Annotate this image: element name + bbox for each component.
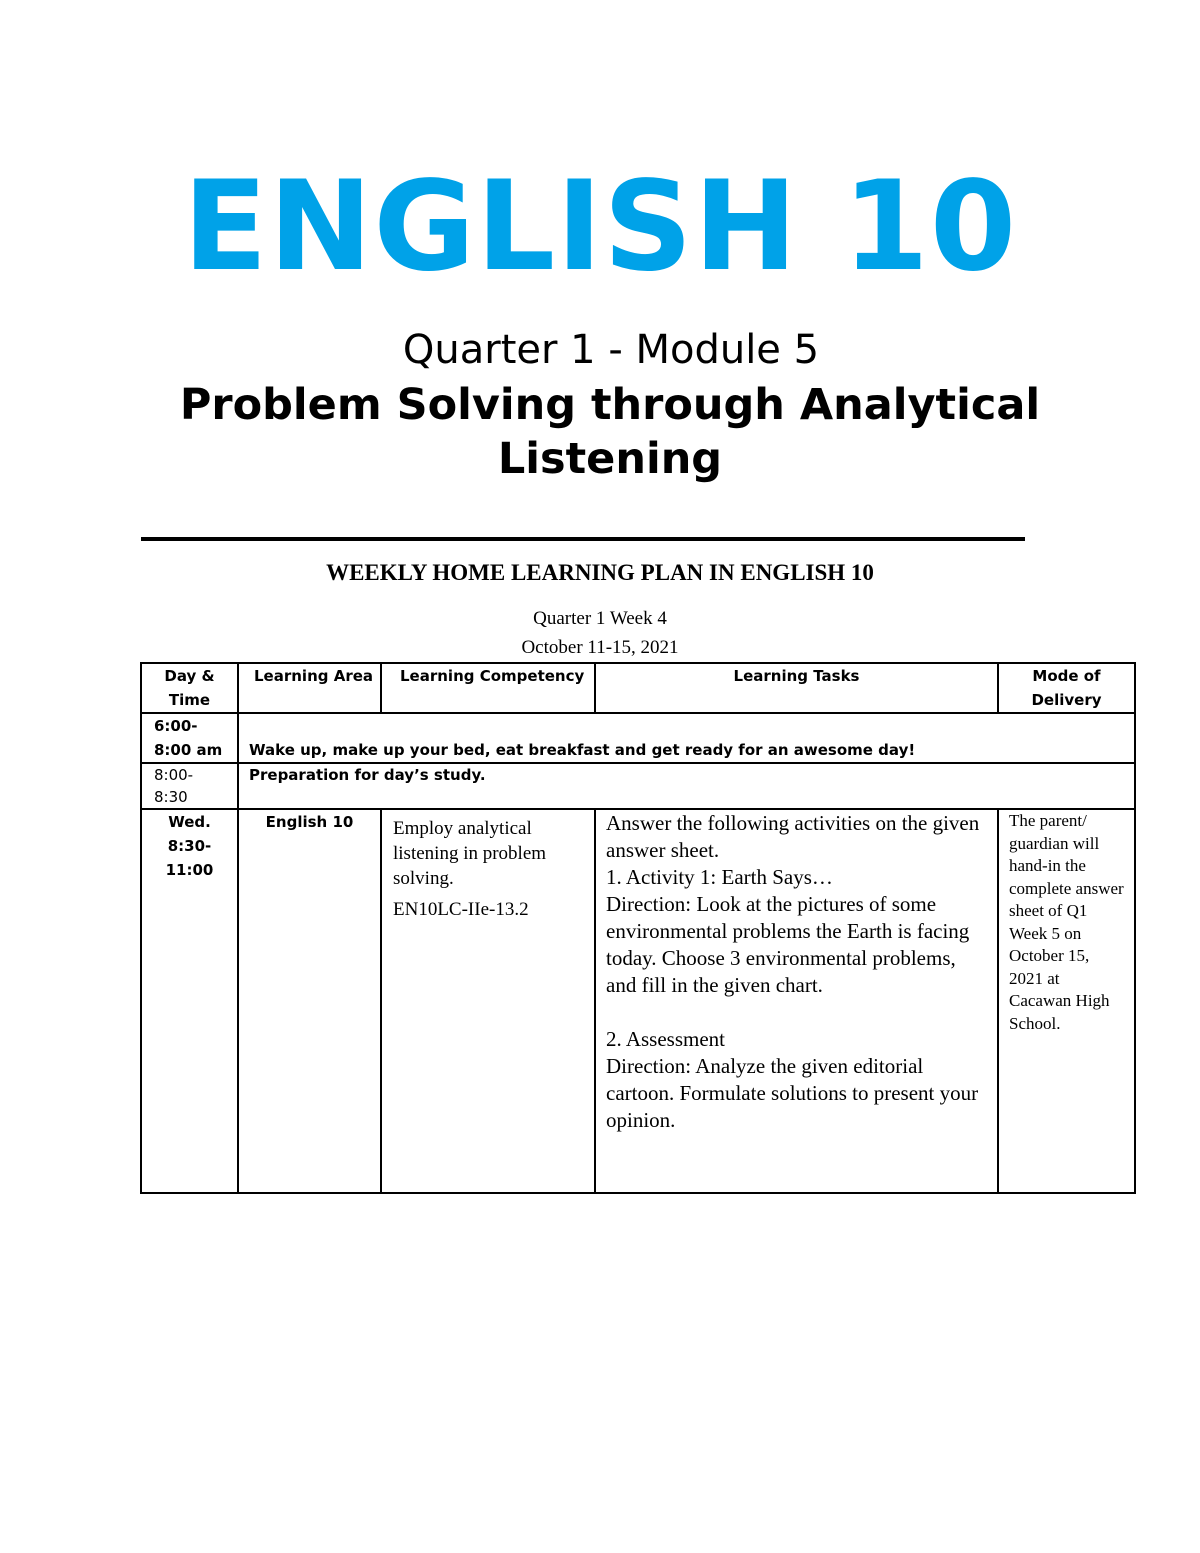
- plan-dates: October 11-15, 2021: [521, 637, 679, 658]
- competency-text: Employ analytical listening in problem solving.: [393, 818, 547, 889]
- table-header-row: [141, 663, 1135, 713]
- prep-activity-text: Preparation for day’s study.: [238, 763, 1135, 809]
- wake-activity-text: Wake up, make up your bed, eat breakfast and get ready for an awesome day!: [238, 713, 1135, 763]
- main-mode-of-delivery: The parent/ guardian will hand-in the complete answer sheet of Q1 Week 5 on October 15, 2021 at Cacawan High School.: [998, 809, 1135, 1193]
- main-time-end: 11:00: [165, 861, 214, 879]
- module-subtitle: Problem Solving through Analytical Listening: [179, 380, 1041, 484]
- main-day-time-cell: [141, 809, 238, 1193]
- quarter-module-label: Quarter 1 - Module 5: [402, 327, 820, 373]
- tasks-spacer: [606, 999, 989, 1026]
- document-title: ENGLISH 10: [182, 155, 1018, 299]
- header-learning-tasks: Learning Tasks: [595, 663, 998, 713]
- main-tasks-cell: [595, 809, 998, 1193]
- main-competency-cell: [381, 809, 595, 1193]
- activity1-direction: Direction: Look at the pictures of some environmental problems the Earth is facing today. Choose 3 environmental problems, and fill in the given chart.: [606, 892, 970, 997]
- plan-week: Quarter 1 Week 4: [533, 608, 667, 629]
- assessment-direction: Direction: Analyze the given editorial cartoon. Formulate solutions to present your opinion.: [606, 1054, 979, 1132]
- header-mode-of-delivery-label: Mode of Delivery: [1031, 667, 1102, 709]
- title-divider: [141, 537, 1025, 541]
- wake-time-start: 6:00-: [154, 717, 198, 735]
- main-learning-area: English 10: [238, 809, 381, 1193]
- prep-time-cell: [141, 763, 238, 809]
- wake-time-cell: [141, 713, 238, 763]
- tasks-intro: Answer the following activities on the given answer sheet.: [606, 811, 980, 862]
- header-learning-competency: Learning Competency: [381, 663, 595, 713]
- competency-code: EN10LC-IIe-13.2: [393, 899, 529, 920]
- plan-heading: WEEKLY HOME LEARNING PLAN IN ENGLISH 10: [326, 560, 874, 585]
- learning-plan-table: [140, 662, 1136, 1194]
- table-row: [141, 763, 1135, 809]
- table-row: [141, 713, 1135, 763]
- assessment-title: 2. Assessment: [606, 1027, 726, 1051]
- table-row: [141, 809, 1135, 1193]
- header-day-time: [141, 663, 238, 713]
- header-mode-of-delivery: [998, 663, 1135, 713]
- prep-time-end: 8:30: [154, 788, 188, 806]
- main-time-start: 8:30-: [167, 837, 212, 855]
- main-day: Wed.: [168, 813, 211, 831]
- header-day-time-label: Day & Time: [164, 667, 215, 709]
- wake-time-end: 8:00 am: [154, 741, 223, 759]
- header-learning-area: Learning Area: [238, 663, 381, 713]
- activity1-title: 1. Activity 1: Earth Says…: [606, 865, 833, 889]
- prep-time-start: 8:00-: [154, 766, 194, 784]
